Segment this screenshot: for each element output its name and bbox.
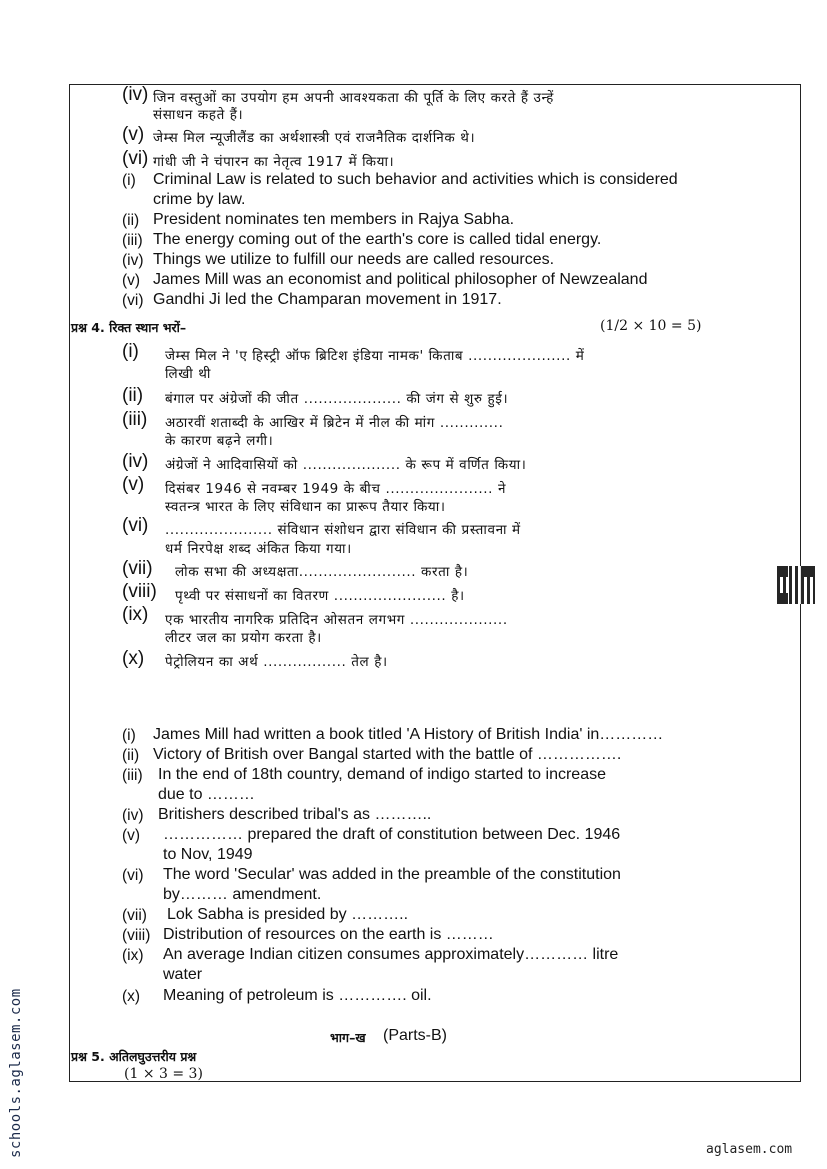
- hindi-blank-text: के कारण बढ़ने लगी।: [165, 433, 274, 449]
- hindi-blank-text: अंग्रेजों ने आदिवासियों को .................... के रूप में वर्णित किया।: [165, 457, 527, 473]
- english-answer-number: (iv): [122, 252, 144, 269]
- english-blank-number: (ii): [122, 747, 140, 764]
- english-blank-text: water: [163, 966, 203, 983]
- english-blank-text: by……… amendment.: [163, 886, 322, 903]
- hindi-blank-text: पृथ्वी पर संसाधनों का वितरण ....................... है।: [175, 588, 465, 604]
- english-blank-text: In the end of 18th country, demand of indigo started to increase: [158, 766, 606, 783]
- hindi-blank-number: (viii): [122, 581, 157, 602]
- english-blank-number: (i): [122, 727, 136, 744]
- hindi-answer-text: जेम्स मिल न्यूजीलैंड का अर्थशास्त्री एवं राजनैतिक दार्शनिक थे।: [153, 130, 476, 146]
- question-5-heading: प्रश्न 5. अतिलघुउत्तरीय प्रश्न: [71, 1049, 197, 1064]
- english-blank-number: (viii): [122, 927, 151, 944]
- question-4-heading: प्रश्न 4. रिक्त स्थान भरों–: [71, 320, 187, 335]
- english-blank-number: (ix): [122, 947, 144, 964]
- side-watermark: schools.aglasem.com: [8, 988, 24, 1158]
- hindi-blank-number: (iv): [122, 451, 149, 472]
- hindi-answer-number: (iv): [122, 84, 149, 105]
- hindi-blank-text: लोक सभा की अध्यक्षता........................ करता है।: [175, 564, 469, 580]
- hindi-answer-text: संसाधन कहते हैं।: [153, 107, 244, 123]
- english-blank-number: (iv): [122, 807, 144, 824]
- hindi-blank-text: दिसंबर 1946 से नवम्बर 1949 के बीच ...................... ने: [165, 481, 507, 497]
- hindi-blank-text: एक भारतीय नागरिक प्रतिदिन ओसतन लगभग ....................: [165, 612, 508, 628]
- hindi-blank-text: स्वतन्त्र भारत के लिए संविधान का प्रारूप तैयार किया।: [165, 499, 446, 515]
- hindi-blank-text: धर्म निरपेक्ष शब्द अंकित किया गया।: [165, 541, 352, 557]
- hindi-blank-number: (x): [122, 648, 145, 669]
- english-blank-number: (iii): [122, 767, 143, 784]
- english-blank-text: Meaning of petroleum is …………. oil.: [163, 987, 432, 1004]
- english-answer-text: The energy coming out of the earth's core is called tidal energy.: [153, 231, 602, 248]
- hindi-blank-number: (vii): [122, 558, 153, 579]
- english-answer-number: (ii): [122, 212, 140, 229]
- hindi-blank-number: (ii): [122, 385, 144, 406]
- english-answer-number: (iii): [122, 232, 143, 249]
- english-blank-text: An average Indian citizen consumes approximately………… litre: [163, 946, 619, 963]
- hindi-blank-text: बंगाल पर अंग्रेजों की जीत .................... की जंग से शुरु हुई।: [165, 391, 509, 407]
- english-blank-text: due to ………: [158, 786, 255, 803]
- question-5-marks: (1 × 3 = 3): [124, 1066, 203, 1082]
- english-blank-text: Victory of British over Bangal started with the battle of …………….: [153, 746, 622, 763]
- hindi-blank-text: ...................... संविधान संशोधन द्वारा संविधान की प्रस्तावना में: [165, 522, 521, 538]
- english-answer-number: (i): [122, 172, 136, 189]
- english-answer-text: Things we utilize to fulfill our needs are called resources.: [153, 251, 555, 268]
- qr-code-icon: [777, 566, 815, 604]
- english-answer-number: (v): [122, 272, 141, 289]
- hindi-blank-text: पेट्रोलियन का अर्थ ................. तेल है।: [165, 654, 388, 670]
- hindi-answer-text: जिन वस्तुओं का उपयोग हम अपनी आवश्यकता की पूर्ति के लिए करते हैं उन्हें: [153, 90, 554, 106]
- english-blank-text: Britishers described tribal's as ………..: [158, 806, 432, 823]
- english-blank-text: to Nov, 1949: [163, 846, 253, 863]
- hindi-blank-text: लीटर जल का प्रयोग करता है।: [165, 630, 322, 646]
- hindi-blank-text: जेम्स मिल ने 'ए हिस्ट्री ऑफ ब्रिटिश इंडिया नामक' किताब ..................... में: [165, 348, 585, 364]
- hindi-answer-number: (vi): [122, 148, 149, 169]
- english-blank-text: Lok Sabha is presided by ………..: [167, 906, 409, 923]
- hindi-blank-number: (i): [122, 341, 139, 362]
- english-blank-number: (x): [122, 988, 141, 1005]
- english-blank-number: (v): [122, 827, 141, 844]
- english-answer-number: (vi): [122, 292, 144, 309]
- english-blank-text: …………… prepared the draft of constitution between Dec. 1946: [163, 826, 621, 843]
- english-blank-text: The word 'Secular' was added in the preamble of the constitution: [163, 866, 621, 883]
- part-b-english-heading: (Parts-B): [383, 1027, 447, 1044]
- hindi-blank-text: अठारवीं शताब्दी के आखिर में ब्रिटेन में नील की मांग .............: [165, 415, 504, 431]
- english-blank-text: James Mill had written a book titled 'A History of British India' in…………: [153, 726, 664, 743]
- hindi-blank-number: (vi): [122, 515, 149, 536]
- english-blank-text: Distribution of resources on the earth is ………: [163, 926, 494, 943]
- question-4-marks: (1/2 × 10 = 5): [600, 318, 702, 334]
- english-answer-text: crime by law.: [153, 191, 246, 208]
- hindi-blank-number: (v): [122, 474, 145, 495]
- hindi-blank-text: लिखी थी: [165, 366, 212, 382]
- english-blank-number: (vii): [122, 907, 147, 924]
- hindi-blank-number: (iii): [122, 409, 148, 430]
- footer-site-name: aglasem.com: [706, 1142, 793, 1157]
- english-answer-text: Criminal Law is related to such behavior and activities which is considered: [153, 171, 678, 188]
- part-b-hindi-heading: भाग–ख: [330, 1030, 366, 1045]
- english-blank-number: (vi): [122, 867, 144, 884]
- hindi-answer-number: (v): [122, 124, 145, 145]
- english-answer-text: Gandhi Ji led the Champaran movement in 1917.: [153, 291, 502, 308]
- hindi-answer-text: गांधी जी ने चंपारन का नेतृत्व 1917 में किया।: [153, 154, 395, 170]
- english-answer-text: James Mill was an economist and political philosopher of Newzealand: [153, 271, 648, 288]
- english-answer-text: President nominates ten members in Rajya Sabha.: [153, 211, 515, 228]
- hindi-blank-number: (ix): [122, 604, 149, 625]
